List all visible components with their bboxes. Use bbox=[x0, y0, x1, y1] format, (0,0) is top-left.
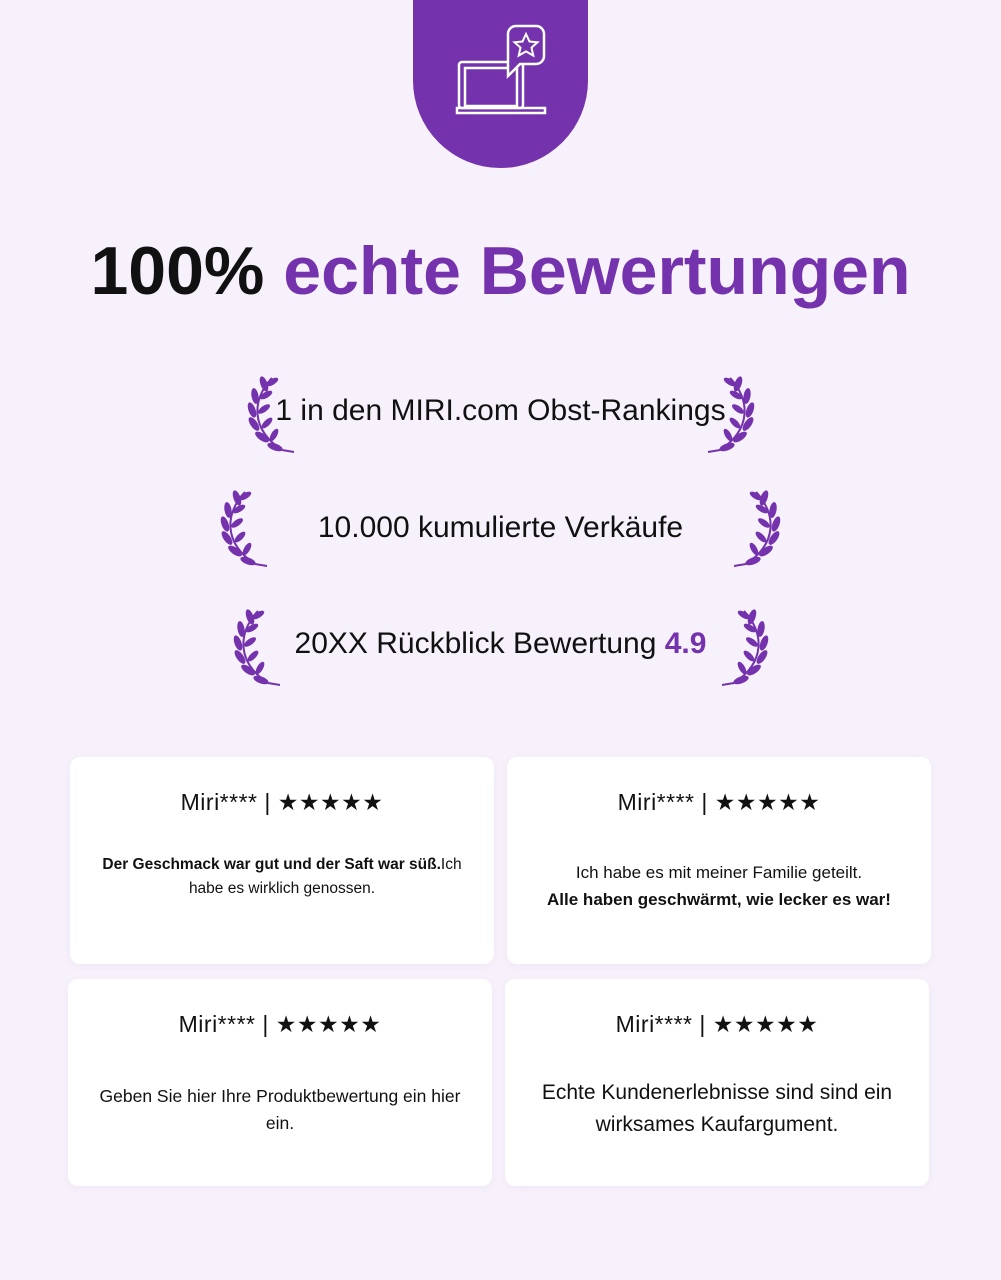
review-card: Miri**** | ★★★★★ Der Geschmack war gut und der Saft war süß.Ich habe es wirklich genossen. bbox=[70, 757, 494, 964]
review-card: Miri**** | ★★★★★ Ich habe es mit meiner Familie geteilt. Alle haben geschwärmt, wie lecker es war! bbox=[507, 757, 931, 964]
review-card: Miri**** | ★★★★★ Echte Kundenerlebnisse sind sind ein wirksames Kaufargument. bbox=[505, 979, 929, 1186]
rating-stars: ★★★★★ bbox=[277, 789, 384, 815]
page-title bbox=[0, 232, 1001, 310]
rating-stars: ★★★★★ bbox=[275, 1011, 382, 1037]
laptop-review-star-icon bbox=[453, 22, 548, 117]
rating-stars: ★★★★★ bbox=[714, 789, 821, 815]
header-badge bbox=[413, 0, 588, 168]
title-prefix: 100% bbox=[90, 233, 265, 309]
rating-stars: ★★★★★ bbox=[712, 1011, 819, 1037]
title-accent: echte Bewertungen bbox=[283, 233, 911, 309]
award-sales: 10.000 kumulierte Verkäufe bbox=[317, 511, 684, 544]
award-rating: 20XX Rückblick Bewertung 4.9 bbox=[294, 627, 707, 660]
award-ranking: 1 in den MIRI.com Obst-Rankings bbox=[275, 394, 726, 427]
review-card: Miri**** | ★★★★★ Geben Sie hier Ihre Produktbewertung ein hier ein. bbox=[68, 979, 492, 1186]
